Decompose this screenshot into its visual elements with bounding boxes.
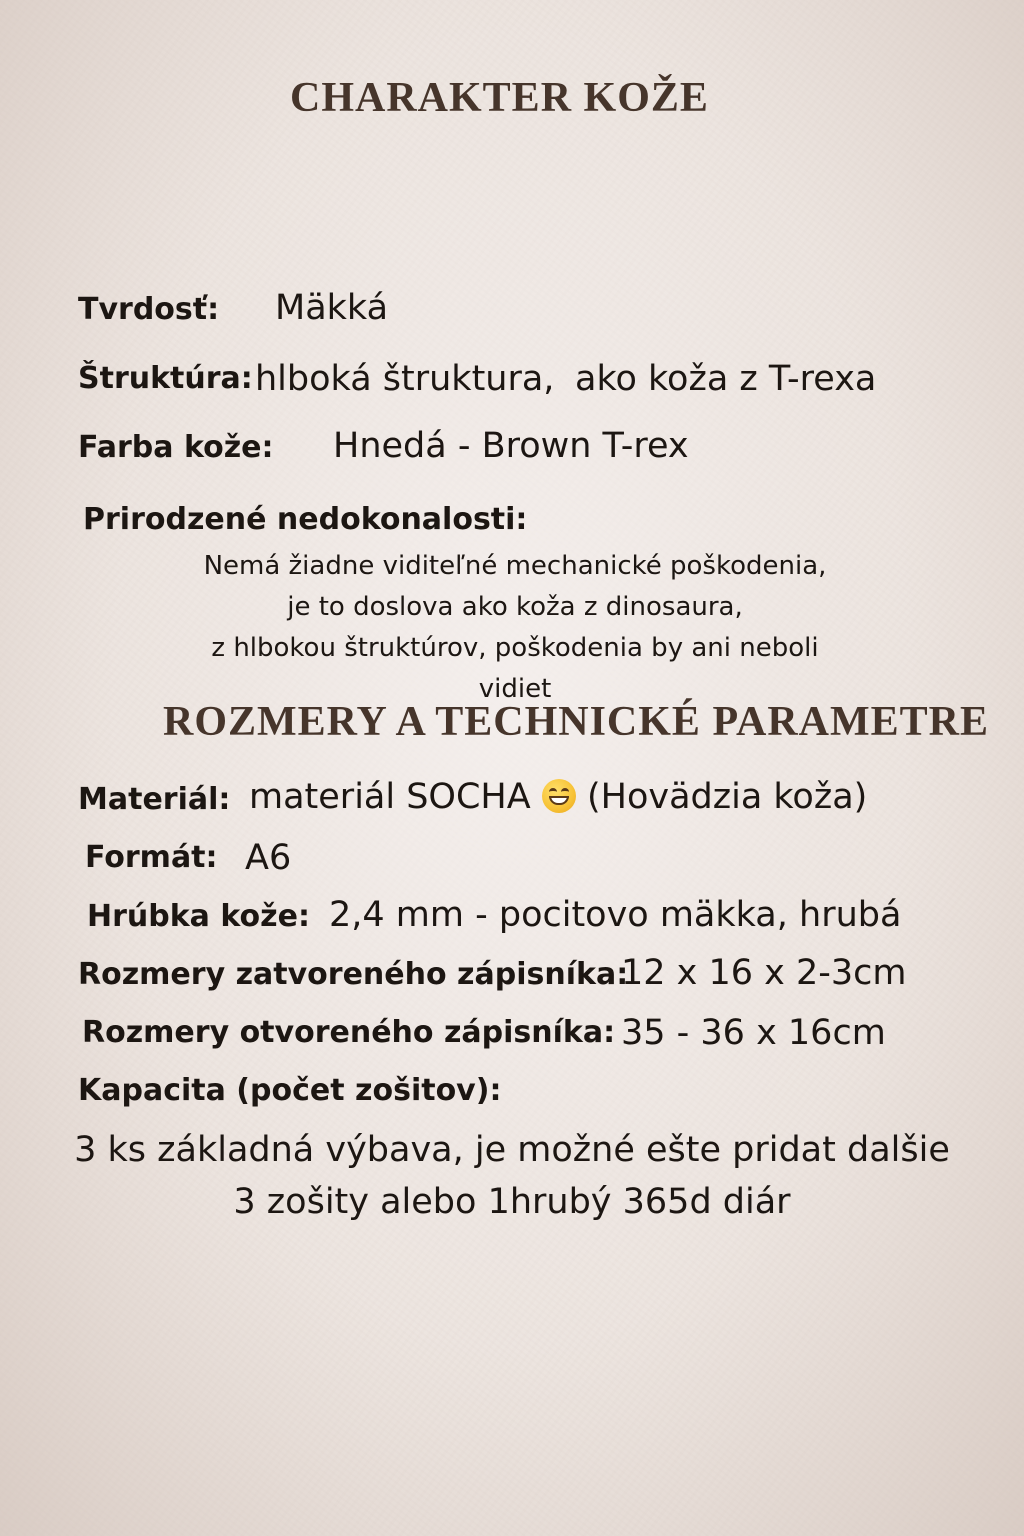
imperfections-line: vidiet — [478, 674, 552, 704]
value-open-size: 35 - 36 x 16cm — [621, 1013, 886, 1053]
value-closed-size: 12 x 16 x 2-3cm — [621, 953, 907, 993]
section-title-character: CHARAKTER KOŽE — [290, 75, 709, 121]
imperfections-text — [160, 546, 870, 710]
label-format: Formát: — [85, 840, 218, 875]
imperfections-line: z hlbokou štruktúrov, poškodenia by ani neboli — [211, 633, 819, 663]
imperfections-line: Nemá žiadne viditeľné mechanické poškodenia, — [203, 551, 827, 581]
value-color: Hnedá - Brown T-rex — [333, 426, 689, 466]
value-material — [249, 777, 867, 817]
label-material: Materiál: — [78, 782, 231, 817]
label-hardness: Tvrdosť: — [78, 292, 220, 327]
section-title-dimensions: ROZMERY A TECHNICKÉ PARAMETRE — [163, 699, 989, 745]
value-format: A6 — [245, 838, 292, 878]
value-hardness: Mäkká — [275, 288, 389, 328]
imperfections-line: je to doslova ako koža z dinosaura, — [287, 592, 743, 622]
capacity-line: 3 ks základná výbava, je možné ešte pridat dalšie — [74, 1130, 950, 1170]
label-capacity: Kapacita (počet zošitov): — [78, 1073, 502, 1108]
label-thickness: Hrúbka kože: — [87, 899, 310, 934]
capacity-line: 3 zošity alebo 1hrubý 365d diár — [233, 1182, 791, 1222]
value-structure: hlboká štruktura, — [255, 359, 555, 399]
label-closed-size: Rozmery zatvoreného zápisníka: — [78, 957, 629, 992]
value-material-suffix: (Hovädzia koža) — [586, 777, 868, 817]
label-open-size: Rozmery otvoreného zápisníka: — [82, 1015, 616, 1050]
value-thickness: 2,4 mm - pocitovo mäkka, hrubá — [329, 895, 902, 935]
value-structure-2: ako koža z T-rexa — [575, 359, 877, 399]
label-structure: Štruktúra: — [78, 361, 253, 396]
capacity-text — [60, 1124, 964, 1228]
value-material-text: materiál SOCHA — [249, 777, 531, 817]
label-color: Farba kože: — [78, 430, 274, 465]
grinning-face-icon — [542, 779, 576, 813]
label-imperfections: Prirodzené nedokonalosti: — [83, 502, 528, 537]
